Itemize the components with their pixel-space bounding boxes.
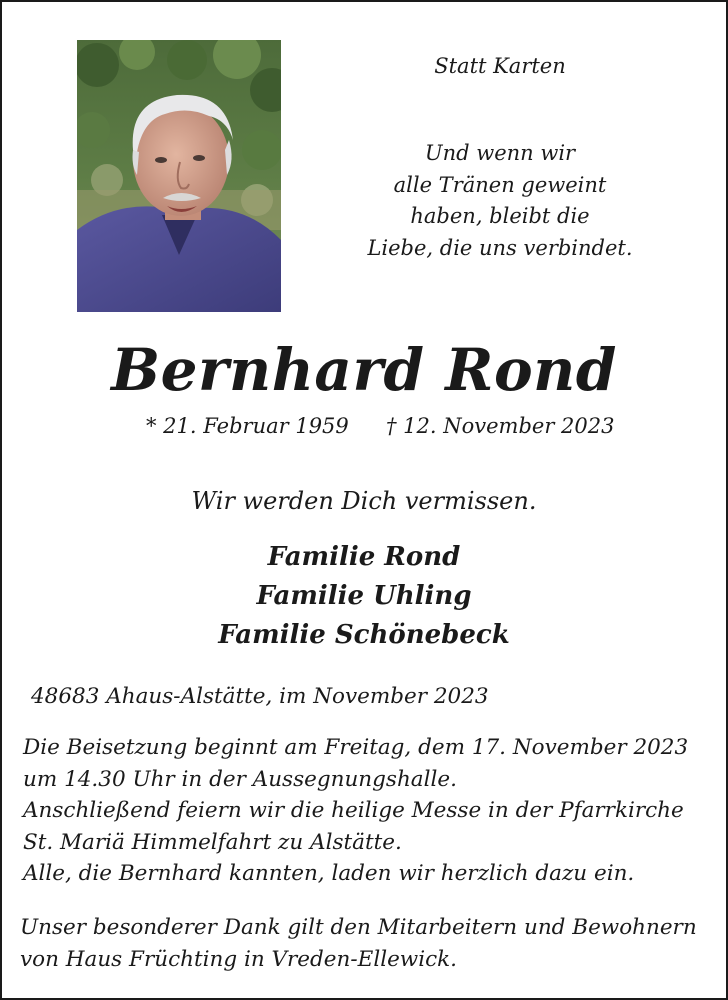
thanks-line: von Haus Früchting in Vreden-Ellewick. — [20, 946, 457, 972]
death-date: † 12. November 2023 — [386, 414, 615, 438]
birth-date: * 21. Februar 1959 — [146, 414, 349, 438]
thanks-line: Unser besonderer Dank gilt den Mitarbeitern und Bewohnern — [20, 915, 697, 940]
ceremony-line: Alle, die Bernhard kannten, laden wir herzlich dazu ein. — [23, 861, 635, 886]
ceremony-line: Anschließend feiern wir die heilige Messe in der Pfarrkirche — [23, 798, 684, 823]
ceremony-line: um 14.30 Uhr in der Aussegnungshalle. — [23, 766, 457, 792]
farewell-message: Wir werden Dich vermissen. — [191, 487, 537, 515]
family-name: Familie Schönebeck — [218, 620, 510, 650]
statt-karten-label: Statt Karten — [434, 54, 566, 78]
family-list — [0, 538, 728, 655]
verse-line: haben, bleibt die — [410, 204, 590, 228]
ceremony-details — [23, 732, 688, 890]
family-name: Familie Rond — [267, 542, 461, 572]
ceremony-line: St. Mariä Himmelfahrt zu Alstätte. — [23, 829, 402, 855]
verse-line: Und wenn wir — [424, 141, 576, 165]
ceremony-line: Die Beisetzung beginnt am Freitag, dem 17. November 2023 — [23, 735, 689, 760]
family-name: Familie Uhling — [256, 581, 472, 611]
deceased-name: Bernhard Rond — [111, 336, 617, 404]
verse-line: alle Tränen geweint — [393, 172, 607, 197]
verse-line: Liebe, die uns verbindet. — [367, 235, 633, 260]
portrait-photo — [77, 40, 281, 312]
memorial-verse — [330, 138, 670, 264]
place-date: 48683 Ahaus-Alstätte, im November 2023 — [31, 684, 489, 709]
thanks-note — [20, 912, 697, 975]
